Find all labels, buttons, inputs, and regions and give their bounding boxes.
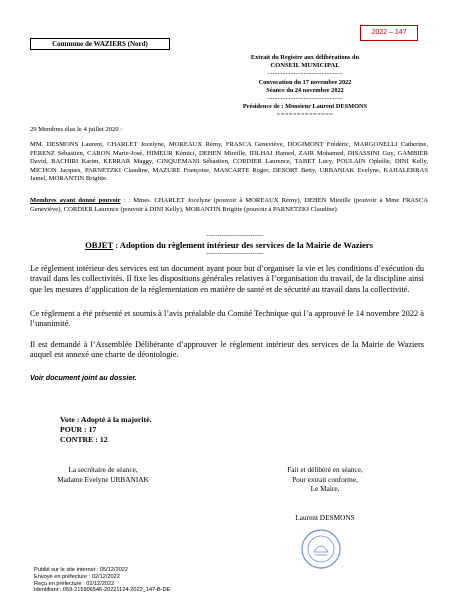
seal-stamp-icon xyxy=(300,528,342,570)
objet-title xyxy=(30,240,428,250)
registry-line: Extrait du Registre aux délibérations du xyxy=(250,54,360,61)
divider: ----------------------------- xyxy=(267,70,343,78)
see-document-note: Voir document joint au dossier. xyxy=(30,373,137,382)
footer-received: Reçu en préfecture : 02/12/2022 xyxy=(34,580,115,587)
paragraph-committee: Ce règlement a été présenté et soumis à l’avis préalable du Comité Technique qui l’a approuvé le 14 novembre 2022 à l’unanimité. xyxy=(30,309,424,329)
mayor-line: Pour extrait conforme, xyxy=(292,474,358,484)
reference-number: 2022 – 147 xyxy=(360,25,418,41)
proxy-label: Membres ayant donné pouvoir xyxy=(30,197,121,204)
footer-sent: Envoyé en préfecture : 02/12/2022 xyxy=(34,573,120,580)
members-present: MM. DESMONS Laurent, CHARLET Jocelyne, MOREAUX Rémy, FRASCA Geneviève, DOGIMONT Frédéric, MARGONELLI Catherine, FERENZ Sébastien, CARON Marie-José, HIMEUR Kémici, DEHEN Mireille, IDLHAJ Hamed, ZAIR Mohamed, DISASSINI Guy, GAMBIER David, BACHIRI Karim, KERRAR Maggy, CINQUEMANI Sébastien, CORDIER Laurence, TABET Lucy, POULAIN Ophélie, DINI Kelly, MICHON Jacques, PARNETZKI Claudine, MAZURE Françoise, MASCARTE Roger, DESORT Betty, URBANIAK Evelyne, KAHALERRAS Jamel, MORANTIN Brigitte. xyxy=(30,141,428,183)
members-elected: 29 Membres élus le 4 juillet 2020 : xyxy=(30,126,123,133)
seance-date: Séance du 24 novembre 2022 xyxy=(266,86,344,94)
objet-text: : Adoption du règlement intérieur des services de la Mairie de Waziers xyxy=(113,240,373,250)
mayor-signature xyxy=(270,465,380,494)
divider: -------------------------- xyxy=(206,233,264,239)
footer-info xyxy=(34,567,170,594)
vote-pour: POUR : 17 xyxy=(60,425,97,434)
vote-result xyxy=(60,415,152,445)
paragraph-intro: Le règlement intérieur des services est un document ayant pour but d’organiser la vie et les conditions d’exécution du travail dans les collectivités. Il fixe les dispositions générales relatives à l’organisation du travail, de la discipline ainsi que les mesures d’application de la réglementation en matière de santé et de sécurité au travail dans la collectivité. xyxy=(30,264,424,294)
footer-published: Publié sur le site internet : 05/12/2022 xyxy=(34,567,128,573)
secretary-role: La secrétaire de séance, xyxy=(68,465,138,474)
members-proxy xyxy=(30,197,428,214)
secretary-name: Madame Evelyne URBANIAK xyxy=(57,474,149,484)
divider: ============== xyxy=(276,111,334,119)
footer-identifier: Identifiant : 059-215906546-20221124-2022_147-B-DE xyxy=(34,587,171,594)
presidence: Présidence de : Monsieur Laurent DESMONS xyxy=(242,103,368,111)
paragraph-request: Il est demandé à l’Assemblée Délibérante d’approuver le règlement intérieur des services de la Mairie de Waziers auquel est annexé une charte de déontologie. xyxy=(30,340,424,360)
mayor-role: Le Maire, xyxy=(310,484,340,493)
mayor-name: Laurent DESMONS xyxy=(295,513,355,522)
secretary-signature xyxy=(38,465,168,484)
registry-header xyxy=(230,54,380,120)
council-title: CONSEIL MUNICIPAL xyxy=(270,62,340,70)
divider: -------------------------- xyxy=(206,251,264,257)
convocation-date: Convocation du 17 novembre 2022 xyxy=(258,78,352,86)
divider: ----------------------------- xyxy=(267,95,343,103)
vote-contre: CONTRE : 12 xyxy=(60,435,108,444)
vote-line: Vote : Adopté à la majorité. xyxy=(60,415,152,424)
objet-label: OBJET xyxy=(85,240,114,250)
mayor-line: Fait et délibéré en séance, xyxy=(287,465,363,474)
proxy-list: : : Mmes. CHARLET Jocelyne (pouvoir à MOREAUX Rémy), DEHEN Mireille (pouvoir à Mme FRASCA Geneviève), CORDIER Laurence (pouvoir à DINI Kelly), MORANTIN Brigitte (pouvoir à PARNETZKI Claudine). xyxy=(30,197,428,213)
commune-name: Commune de WAZIERS (Nord) xyxy=(30,38,170,50)
